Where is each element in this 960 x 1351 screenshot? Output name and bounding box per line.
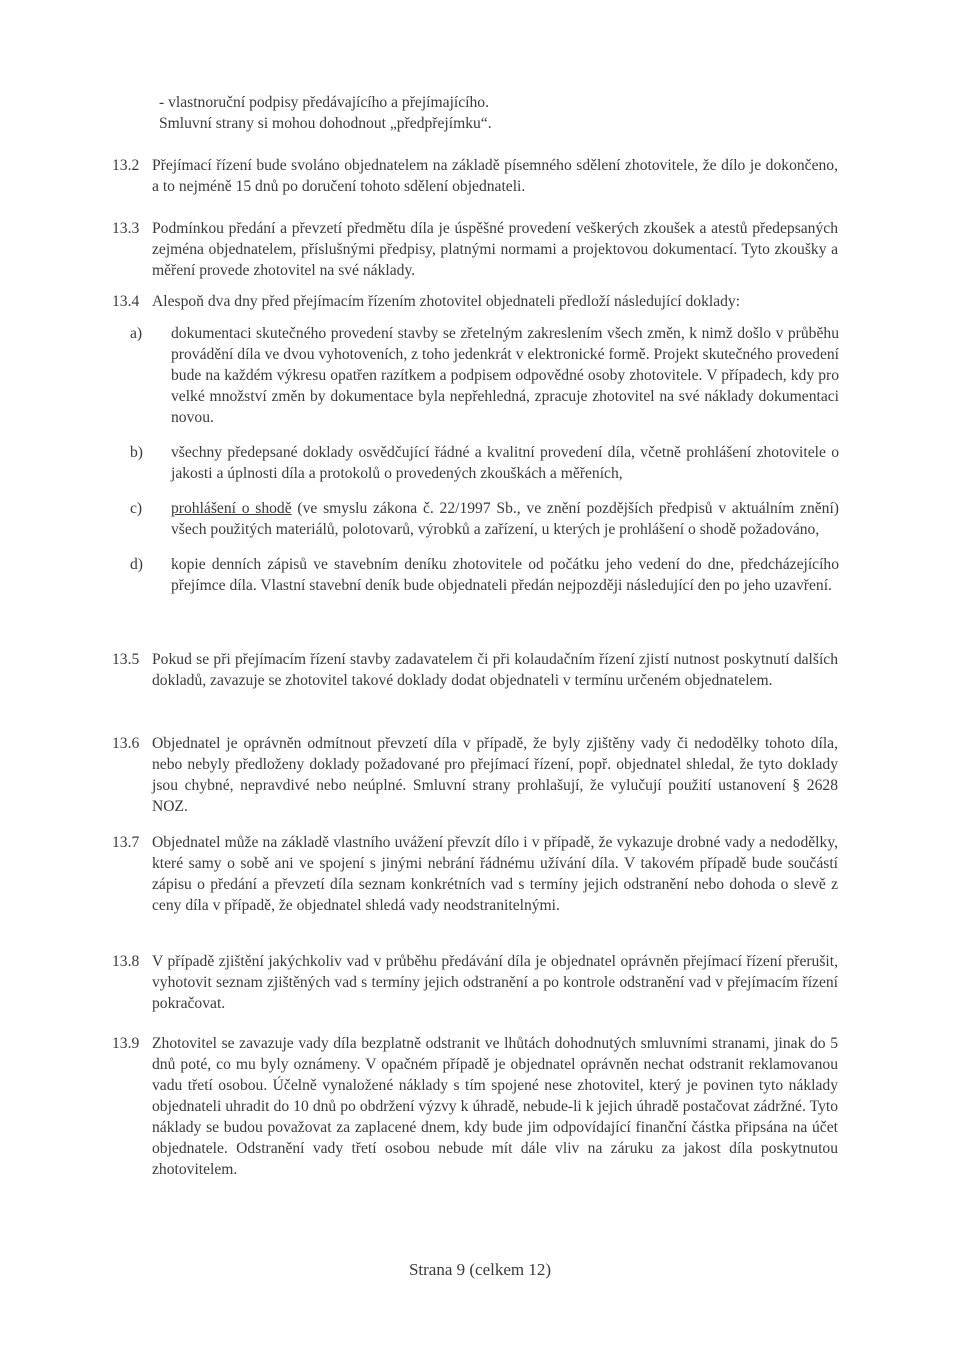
item-text: kopie denních zápisů ve stavebním deníku zhotovitele od počátku jeho vedení do dne, předcházejícího přejímce díla. Vlastní stavební deník bude objednateli předán nejpozději následující den po jeho uzavření. [171, 556, 839, 594]
section-number: 13.4 [112, 293, 140, 310]
section-13-5 [112, 649, 838, 691]
section-13-7 [112, 832, 838, 916]
section-text: Pokud se při přejímacím řízení stavby zadavatelem či při kolaudačním řízení zjistí nutnost poskytnutí dalších dokladů, zavazuje se zhotovitel takové doklady dodat objednateli v termínu určeném objednatelem. [152, 651, 838, 689]
item-text-rest: (ve smyslu zákona č. 22/1997 Sb., ve znění pozdějších předpisů v aktuálním znění) všech použitých materiálů, polotovarů, výrobků a zařízení, u kterých je prohlášení o shodě požadováno, [171, 500, 839, 538]
intro-line-2: Smluvní strany si mohou dohodnout „předpřejímku“. [159, 115, 492, 132]
list-item-c [130, 498, 839, 540]
section-number: 13.5 [112, 651, 140, 668]
intro-line-1: - vlastnoruční podpisy předávajícího a přejímajícího. [159, 94, 489, 111]
item-text: všechny předepsané doklady osvědčující řádné a kvalitní provedení díla, včetně prohlášení zhotovitele o jakosti a úplnosti díla a protokolů o provedených zkouškách a měřeních, [171, 444, 839, 482]
list-item-b [130, 442, 839, 484]
section-text: Alespoň dva dny před přejímacím řízením zhotovitel objednateli předloží následující doklady: [152, 293, 741, 310]
section-number: 13.7 [112, 834, 140, 851]
section-text: V případě zjištění jakýchkoliv vad v průběhu předávání díla je objednatel oprávněn přejímací řízení přerušit, vyhotovit seznam zjištěných vad s termíny jejich odstranění a po kontrole odstranění vad v přejímacím řízení pokračovat. [152, 953, 838, 1012]
section-text: Přejímací řízení bude svoláno objednatelem na základě písemného sdělení zhotovitele, že dílo je dokončeno, a to nejméně 15 dnů po doručení tohoto sdělení objednateli. [152, 157, 838, 195]
section-text: Podmínkou předání a převzetí předmětu díla je úspěšné provedení veškerých zkoušek a atestů předepsaných zejména objednatelem, příslušnými předpisy, platnými normami a projektovou dokumentací. Tyto zkoušky a měření provede zhotovitel na své náklady. [152, 220, 838, 279]
section-number: 13.3 [112, 220, 140, 237]
item-label: a) [130, 325, 143, 342]
item-label: c) [130, 500, 143, 517]
section-13-3 [112, 218, 838, 281]
intro-block [159, 92, 849, 134]
section-number: 13.2 [112, 157, 140, 174]
section-text: Objednatel může na základě vlastního uvážení převzít dílo i v případě, že vykazuje drobné vady a nedodělky, které samy o sobě ani ve spojení s jinými nebrání řádnému užívání díla. V takovém případě bude součástí zápisu o předání a převzetí díla seznam konkrétních vad s termíny jejich odstranění nebo dohoda o slevě z ceny díla v případě, že objednatel shledá vady neodstranitelnými. [152, 834, 838, 914]
list-item-d [130, 554, 839, 596]
item-label: b) [130, 444, 143, 461]
list-item-a [130, 323, 839, 428]
section-13-6 [112, 733, 838, 817]
section-13-4 [112, 291, 838, 312]
item-text: dokumentaci skutečného provedení stavby se zřetelným zakreslením všech změn, k nimž došlo v průběhu provádění díla ve dvou vyhotoveních, z toho jedenkrát v elektronické formě. Projekt skutečného provedení bude na každém výkresu opatřen razítkem a podpisem odpovědné osoby zhotovitele. V případech, kdy pro velké množství změn by dokumentace byla nepřehledná, zpracuje zhotovitel na své náklady dokumentaci novou. [171, 325, 839, 426]
section-number: 13.6 [112, 735, 140, 752]
item-label: d) [130, 556, 143, 573]
section-text: Objednatel je oprávněn odmítnout převzetí díla v případě, že byly zjištěny vady či nedodělky tohoto díla, nebo nebyly předloženy doklady požadované pro přejímací řízení, popř. objednatel shledal, že tyto doklady jsou chybné, nepravdivé nebo neúplné. Smluvní strany prohlašují, že vylučují použití ustanovení § 2628 NOZ. [152, 735, 838, 815]
page-number-footer: Strana 9 (celkem 12) [408, 1260, 552, 1279]
section-13-9 [112, 1033, 838, 1180]
section-13-8 [112, 951, 838, 1014]
section-number: 13.8 [112, 953, 140, 970]
section-13-2 [112, 155, 838, 197]
section-number: 13.9 [112, 1035, 140, 1052]
document-list [130, 323, 839, 610]
declaration-of-conformity-term: prohlášení o shodě [171, 500, 292, 517]
item-text [171, 498, 839, 540]
section-text: Zhotovitel se zavazuje vady díla bezplatně odstranit ve lhůtách dohodnutých smluvními stranami, jinak do 5 dnů poté, co mu byly oznámeny. V opačném případě je objednatel oprávněn nechat odstranit reklamovanou vadu třetí osobou. Účelně vynaložené náklady s tím spojené nese zhotovitel, který je povinen tyto náklady objednateli uhradit do 10 dnů po obdržení výzvy k úhradě, nebude-li k jejich úhradě postačovat zádržné. Tyto náklady se budou považovat za zaplacené dnem, kdy bude jim odpovídající finanční částka připsána na účet objednatele. Odstranění vady třetí osobou nebude mít dále vliv na záruku za jakost díla poskytnutou zhotovitelem. [152, 1035, 838, 1178]
